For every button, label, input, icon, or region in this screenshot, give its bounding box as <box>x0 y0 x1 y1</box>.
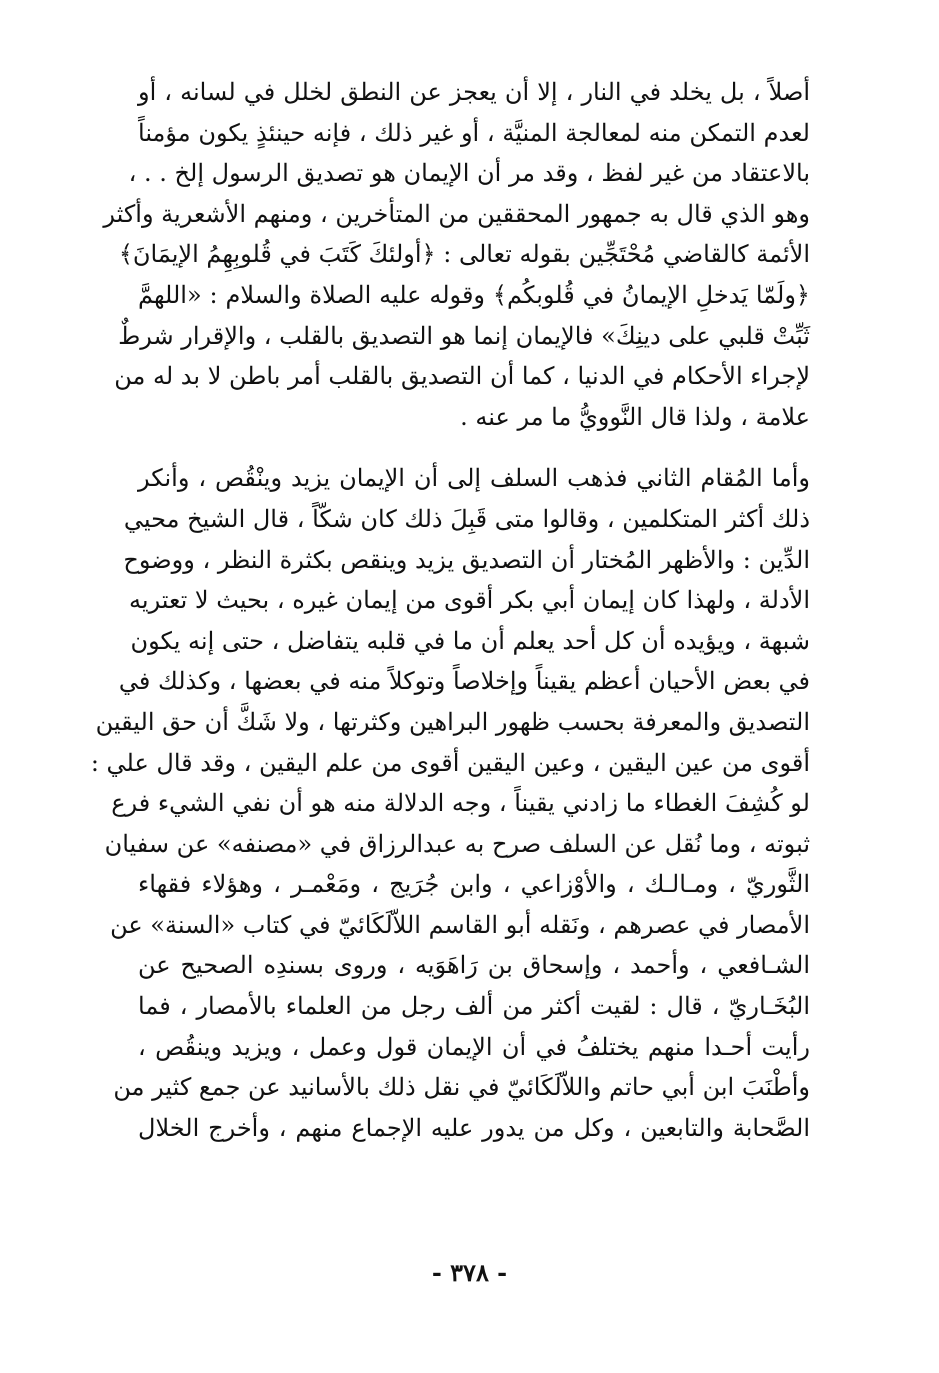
text-line: أقوى من عين اليقين ، وعين اليقين أقوى من علم اليقين ، وقد قال علي : <box>90 748 810 777</box>
text-line: البُخَـاريّ ، قال : لقيت أكثر من ألف رجل من العلماء بالأمصار ، فما <box>138 992 811 1021</box>
text-line: وهو الذي قال به جمهور المحققين من المتأخرين ، ومنهم الأشعرية وأكثر <box>103 199 810 228</box>
text-line: ﴿ولَمّا يَدخلِ الإيمانُ في قُلوبكُم﴾ وقوله عليه الصلاة والسلام : «اللهمَّ <box>138 280 810 309</box>
text-line: علامة ، ولذا قال النَّوويُّ ما مر عنه . <box>460 402 810 431</box>
text-line: ثبوته ، وما نُقل عن السلف صرح به عبدالرزاق في «مصنفه» عن سفيان <box>104 829 810 858</box>
text-line: ثَبِّتْ قلبي على دينِكَ» فالإيمان إنما هو التصديق بالقلب ، والإقرار شرطٌ <box>118 321 810 350</box>
text-line: الأدلة ، ولهذا كان إيمان أبي بكر أقوى من إيمان غيره ، بحيث لا تعتريه <box>129 586 810 615</box>
text-line: لإجراء الأحكام في الدنيا ، كما أن التصديق بالقلب أمر باطن لا بد له من <box>114 362 810 391</box>
text-line: شبهة ، ويؤيده أن كل أحد يعلم أن ما في قلبه يتفاضل ، حتى إنه يكون <box>130 626 810 655</box>
text-line: الصَّحابة والتابعين ، وكل من يدور عليه الإجماع منهم ، وأخرج الخلال <box>138 1113 810 1142</box>
paragraph-1 <box>103 72 810 437</box>
text-line: ذلك أكثر المتكلمين ، وقالوا متى قَبِلَ ذلك كان شكّاً ، قال الشيخ محيي <box>123 504 810 533</box>
text-line: الدِّين : والأظهر المُختار أن التصديق يزيد وينقص بكثرة النظر ، ووضوح <box>123 545 810 574</box>
paragraph-2 <box>90 458 811 1148</box>
text-line: وأطْنَبَ ابن أبي حاتم واللاّلَكَائيّ في نقل ذلك بالأسانيد عن جمع كثير من <box>113 1073 810 1102</box>
text-line: في بعض الأحيان أعظم يقيناً وإخلاصاً وتوكلاً منه في بعضها ، وكذلك في <box>118 667 810 696</box>
text-line: الشـافعي ، وأحمد ، وإسحاق بن رَاهَوَيه ، وروى بسندِه الصحيح عن <box>138 951 810 980</box>
text-line: أصلاً ، بل يخلد في النار ، إلا أن يعجز عن النطق لخلل في لسانه ، أو <box>138 78 810 106</box>
text-line: بالاعتقاد من غير لفظ ، وقد مر أن الإيمان هو تصديق الرسول إلخ . . ، <box>128 159 810 188</box>
page-body <box>90 72 811 1148</box>
text-line: لعدم التمكن منه لمعالجة المنيَّة ، أو غير ذلك ، فإنه حينئذٍ يكون مؤمناً <box>138 118 810 147</box>
text-line: الأمصار في عصرهم ، ونَقله أبو القاسم اللاّلَكَائيّ في كتاب «السنة» عن <box>110 910 810 939</box>
text-line: رأيت أحـدا منهم يختلفُ في أن الإيمان قول وعمل ، ويزيد وينقُص ، <box>138 1032 810 1061</box>
text-line: لو كُشِفَ الغطاء ما زادني يقيناً ، وجه الدلالة منه هو أن نفي الشيء فرع <box>111 789 810 818</box>
text-line: الأئمة كالقاضي مُحْتَجِّين بقوله تعالى : ﴿أولئكَ كَتَبَ في قُلوبِهِمُ الإيمَانَ﴾ <box>118 240 810 269</box>
page-number: - ٣٧٨ - <box>431 1258 508 1287</box>
text-line: الثَّوريّ ، ومـالـك ، والأوْزاعي ، وابن جُرَيج ، ومَعْمـر ، وهؤلاء فقهاء <box>138 870 810 899</box>
text-line: التصديق والمعرفة بحسب ظهور البراهين وكثرتها ، ولا شَكَّ أن حق اليقين <box>95 707 810 736</box>
text-line: وأما المُقام الثاني فذهب السلف إلى أن الإيمان يزيد وينْقُص ، وأنكر <box>138 464 810 493</box>
